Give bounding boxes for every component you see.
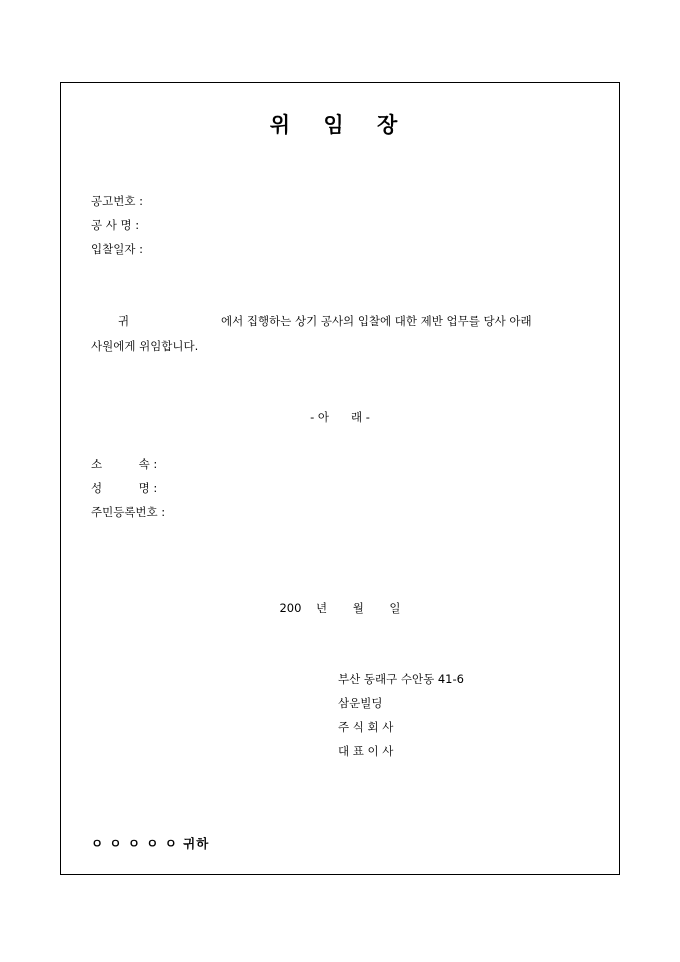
date-line: 200 년 월 일 (279, 601, 401, 615)
employee-name-field: 성 명 : (91, 481, 158, 495)
document-page (60, 82, 620, 875)
body-prefix: 귀 (118, 314, 130, 328)
addressee-line: ㅇ ㅇ ㅇ ㅇ ㅇ 귀하 (91, 836, 210, 851)
company-address: 부산 동래구 수안동 41-6 (338, 672, 464, 686)
document-title: 위 임 장 (269, 112, 411, 137)
department-field: 소 속 : (91, 457, 158, 471)
company-type: 주 식 회 사 (338, 720, 394, 734)
bid-number-field: 공고번호 : (91, 194, 143, 208)
bid-date-field: 입찰일자 : (91, 242, 143, 256)
project-name-field: 공 사 명 : (91, 218, 140, 232)
company-representative: 대 표 이 사 (338, 744, 394, 758)
body-text-line-2: 사원에게 위임합니다. (91, 339, 199, 353)
company-building: 삼운빌딩 (338, 696, 383, 710)
resident-number-field: 주민등록번호 : (91, 505, 166, 519)
section-heading: - 아 래 - (310, 410, 370, 424)
body-text-line-1: 에서 집행하는 상기 공사의 입찰에 대한 제반 업무를 당사 아래 (221, 314, 532, 328)
